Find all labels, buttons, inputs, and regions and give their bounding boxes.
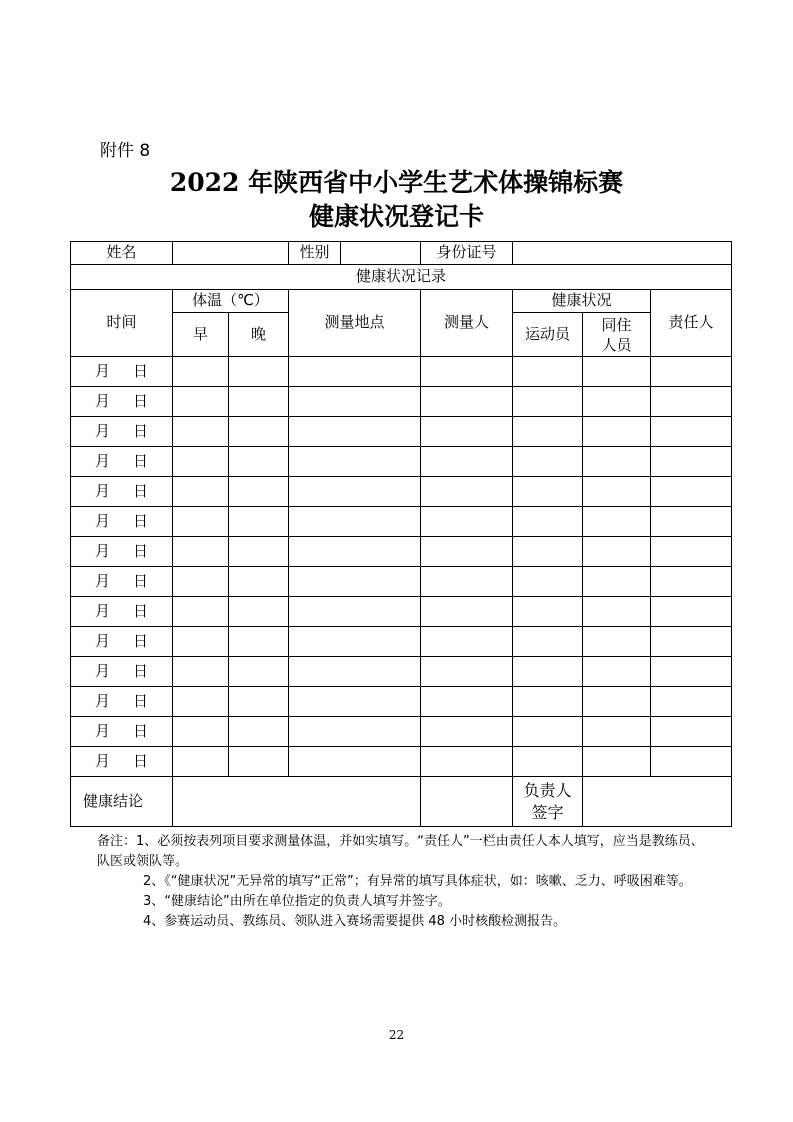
record-row [71, 567, 732, 597]
name-label: 姓名 [71, 242, 173, 265]
record-row [71, 627, 732, 657]
responsible-cell[interactable] [651, 357, 732, 387]
day-label: 日 [133, 361, 149, 380]
companion-status-cell[interactable] [583, 687, 651, 717]
location-cell[interactable] [289, 627, 421, 657]
month-label: 月 [95, 601, 111, 620]
day-label: 日 [133, 541, 149, 560]
athlete-status-cell[interactable] [513, 627, 583, 657]
responsible-cell[interactable] [651, 507, 732, 537]
measurer-cell[interactable] [421, 567, 513, 597]
companion-label: 同住人员 [601, 315, 632, 354]
morning-temp-cell[interactable] [173, 417, 229, 447]
month-label: 月 [95, 451, 111, 470]
measurer-cell[interactable] [421, 447, 513, 477]
responsible-cell[interactable] [651, 567, 732, 597]
date-cell[interactable] [71, 507, 173, 537]
date-cell[interactable] [71, 747, 173, 777]
companion-status-cell[interactable] [583, 597, 651, 627]
location-cell[interactable] [289, 357, 421, 387]
document-title: 2022 年陕西省中小学生艺术体操锦标赛 [169, 168, 624, 197]
measurer-cell[interactable] [421, 747, 513, 777]
month-label: 月 [95, 541, 111, 560]
month-label: 月 [95, 391, 111, 410]
date-cell[interactable] [71, 417, 173, 447]
record-row [71, 687, 732, 717]
day-label: 日 [133, 481, 149, 500]
responsible-cell[interactable] [651, 717, 732, 747]
health-record-table [70, 241, 732, 827]
morning-temp-cell[interactable] [173, 507, 229, 537]
companion-status-cell[interactable] [583, 417, 651, 447]
evening-temp-cell[interactable] [229, 747, 289, 777]
section-title: 健康状况记录 [71, 265, 732, 290]
responsible-cell[interactable] [651, 747, 732, 777]
morning-temp-cell[interactable] [173, 597, 229, 627]
location-cell[interactable] [289, 747, 421, 777]
date-cell[interactable] [71, 357, 173, 387]
day-label: 日 [133, 661, 149, 680]
companion-status-cell[interactable] [583, 447, 651, 477]
month-label: 月 [95, 721, 111, 740]
id-number-field[interactable] [513, 242, 732, 265]
evening-header: 晚 [229, 313, 289, 357]
location-cell[interactable] [289, 387, 421, 417]
responsible-cell[interactable] [651, 447, 732, 477]
athlete-status-cell[interactable] [513, 357, 583, 387]
note-2: 2、《“健康状况”无异常的填写“正常”；有异常的填写具体症状，如：咳嗽、乏力、呼吸困难等。 [143, 874, 692, 889]
evening-temp-cell[interactable] [229, 477, 289, 507]
day-label: 日 [133, 751, 149, 770]
companion-status-cell[interactable] [583, 657, 651, 687]
leader-sign-label [513, 777, 583, 827]
companion-status-cell[interactable] [583, 747, 651, 777]
location-cell[interactable] [289, 447, 421, 477]
date-cell[interactable] [71, 627, 173, 657]
month-label: 月 [95, 631, 111, 650]
day-label: 日 [133, 511, 149, 530]
measurer-header: 测量人 [421, 290, 513, 357]
evening-temp-cell[interactable] [229, 717, 289, 747]
morning-temp-cell[interactable] [173, 447, 229, 477]
athlete-status-cell[interactable] [513, 417, 583, 447]
responsible-cell[interactable] [651, 597, 732, 627]
location-cell[interactable] [289, 537, 421, 567]
personal-info-row [71, 242, 732, 265]
day-label: 日 [133, 571, 149, 590]
conclusion-row [71, 777, 732, 827]
time-header: 时间 [71, 290, 173, 357]
month-label: 月 [95, 421, 111, 440]
responsible-cell[interactable] [651, 387, 732, 417]
leader-sign-text: 负责人签字 [523, 780, 572, 822]
location-cell[interactable] [289, 477, 421, 507]
athlete-status-cell[interactable] [513, 537, 583, 567]
measurer-cell[interactable] [421, 417, 513, 447]
record-row [71, 477, 732, 507]
morning-temp-cell[interactable] [173, 627, 229, 657]
responsible-cell[interactable] [651, 537, 732, 567]
responsible-cell[interactable] [651, 627, 732, 657]
athlete-status-cell[interactable] [513, 657, 583, 687]
evening-temp-cell[interactable] [229, 537, 289, 567]
companion-status-cell[interactable] [583, 567, 651, 597]
date-cell[interactable] [71, 477, 173, 507]
evening-temp-cell[interactable] [229, 567, 289, 597]
note-4: 4、参赛运动员、教练员、领队进入赛场需要提供 48 小时核酸检测报告。 [143, 914, 567, 929]
companion-header [583, 313, 651, 357]
evening-temp-cell[interactable] [229, 417, 289, 447]
companion-status-cell[interactable] [583, 717, 651, 747]
companion-status-cell[interactable] [583, 507, 651, 537]
day-label: 日 [133, 631, 149, 650]
month-label: 月 [95, 481, 111, 500]
measurer-cell[interactable] [421, 627, 513, 657]
conclusion-extra-field[interactable] [421, 777, 513, 827]
month-label: 月 [95, 571, 111, 590]
evening-temp-cell[interactable] [229, 597, 289, 627]
header-row-1 [71, 290, 732, 313]
id-number-label: 身份证号 [421, 242, 513, 265]
companion-status-cell[interactable] [583, 537, 651, 567]
measurer-cell[interactable] [421, 717, 513, 747]
morning-temp-cell[interactable] [173, 477, 229, 507]
day-label: 日 [133, 601, 149, 620]
record-row [71, 507, 732, 537]
measurer-cell[interactable] [421, 507, 513, 537]
date-cell[interactable] [71, 447, 173, 477]
record-row [71, 747, 732, 777]
date-cell[interactable] [71, 687, 173, 717]
record-row [71, 387, 732, 417]
document-subtitle: 健康状况登记卡 [308, 202, 484, 231]
health-status-header: 健康状况 [513, 290, 651, 313]
location-cell[interactable] [289, 507, 421, 537]
athlete-status-cell[interactable] [513, 687, 583, 717]
morning-temp-cell[interactable] [173, 747, 229, 777]
evening-temp-cell[interactable] [229, 447, 289, 477]
morning-temp-cell[interactable] [173, 687, 229, 717]
record-row [71, 447, 732, 477]
record-row [71, 657, 732, 687]
morning-temp-cell[interactable] [173, 387, 229, 417]
date-cell[interactable] [71, 657, 173, 687]
month-label: 月 [95, 361, 111, 380]
companion-status-cell[interactable] [583, 387, 651, 417]
record-rows [71, 357, 732, 777]
evening-temp-cell[interactable] [229, 657, 289, 687]
measurer-cell[interactable] [421, 597, 513, 627]
evening-temp-cell[interactable] [229, 387, 289, 417]
morning-header: 早 [173, 313, 229, 357]
date-cell[interactable] [71, 537, 173, 567]
location-cell[interactable] [289, 657, 421, 687]
leader-sign-field[interactable] [583, 777, 732, 827]
record-row [71, 537, 732, 567]
athlete-status-cell[interactable] [513, 597, 583, 627]
location-cell[interactable] [289, 417, 421, 447]
morning-temp-cell[interactable] [173, 657, 229, 687]
record-row [71, 417, 732, 447]
morning-temp-cell[interactable] [173, 537, 229, 567]
month-label: 月 [95, 511, 111, 530]
month-label: 月 [95, 661, 111, 680]
athlete-status-cell[interactable] [513, 567, 583, 597]
measurer-cell[interactable] [421, 687, 513, 717]
month-label: 月 [95, 691, 111, 710]
athlete-header: 运动员 [513, 313, 583, 357]
morning-temp-cell[interactable] [173, 567, 229, 597]
temperature-header: 体温（℃） [173, 290, 289, 313]
measurer-cell[interactable] [421, 537, 513, 567]
record-row [71, 717, 732, 747]
evening-temp-cell[interactable] [229, 357, 289, 387]
name-field[interactable] [173, 242, 289, 265]
date-cell[interactable] [71, 717, 173, 747]
measurer-cell[interactable] [421, 357, 513, 387]
location-cell[interactable] [289, 717, 421, 747]
note-3: 3、“健康结论”由所在单位指定的负责人填写并签字。 [143, 894, 451, 909]
responsible-header: 责任人 [651, 290, 732, 357]
evening-temp-cell[interactable] [229, 627, 289, 657]
athlete-status-cell[interactable] [513, 477, 583, 507]
record-row [71, 357, 732, 387]
day-label: 日 [133, 391, 149, 410]
responsible-cell[interactable] [651, 477, 732, 507]
responsible-cell[interactable] [651, 657, 732, 687]
attachment-label: 附件 8 [100, 141, 151, 161]
companion-status-cell[interactable] [583, 627, 651, 657]
day-label: 日 [133, 451, 149, 470]
day-label: 日 [133, 421, 149, 440]
measurer-cell[interactable] [421, 657, 513, 687]
athlete-status-cell[interactable] [513, 747, 583, 777]
athlete-status-cell[interactable] [513, 507, 583, 537]
conclusion-field[interactable] [173, 777, 421, 827]
location-cell[interactable] [289, 597, 421, 627]
location-cell[interactable] [289, 687, 421, 717]
athlete-status-cell[interactable] [513, 447, 583, 477]
note-1: 备注：1、必须按表列项目要求测量体温，并如实填写。“责任人”一栏由责任人本人填写，应当是教练员、队医或领队等。 [97, 834, 704, 869]
location-header: 测量地点 [289, 290, 421, 357]
record-row [71, 597, 732, 627]
athlete-status-cell[interactable] [513, 387, 583, 417]
morning-temp-cell[interactable] [173, 357, 229, 387]
date-cell[interactable] [71, 387, 173, 417]
measurer-cell[interactable] [421, 477, 513, 507]
evening-temp-cell[interactable] [229, 507, 289, 537]
athlete-status-cell[interactable] [513, 717, 583, 747]
responsible-cell[interactable] [651, 417, 732, 447]
day-label: 日 [133, 691, 149, 710]
day-label: 日 [133, 721, 149, 740]
companion-status-cell[interactable] [583, 477, 651, 507]
month-label: 月 [95, 751, 111, 770]
measurer-cell[interactable] [421, 387, 513, 417]
location-cell[interactable] [289, 567, 421, 597]
date-cell[interactable] [71, 597, 173, 627]
page-number: 22 [388, 1028, 405, 1042]
morning-temp-cell[interactable] [173, 717, 229, 747]
conclusion-label: 健康结论 [71, 777, 173, 827]
companion-status-cell[interactable] [583, 357, 651, 387]
responsible-cell[interactable] [651, 687, 732, 717]
notes [97, 832, 707, 932]
gender-field[interactable] [341, 242, 421, 265]
date-cell[interactable] [71, 567, 173, 597]
evening-temp-cell[interactable] [229, 687, 289, 717]
gender-label: 性别 [289, 242, 341, 265]
